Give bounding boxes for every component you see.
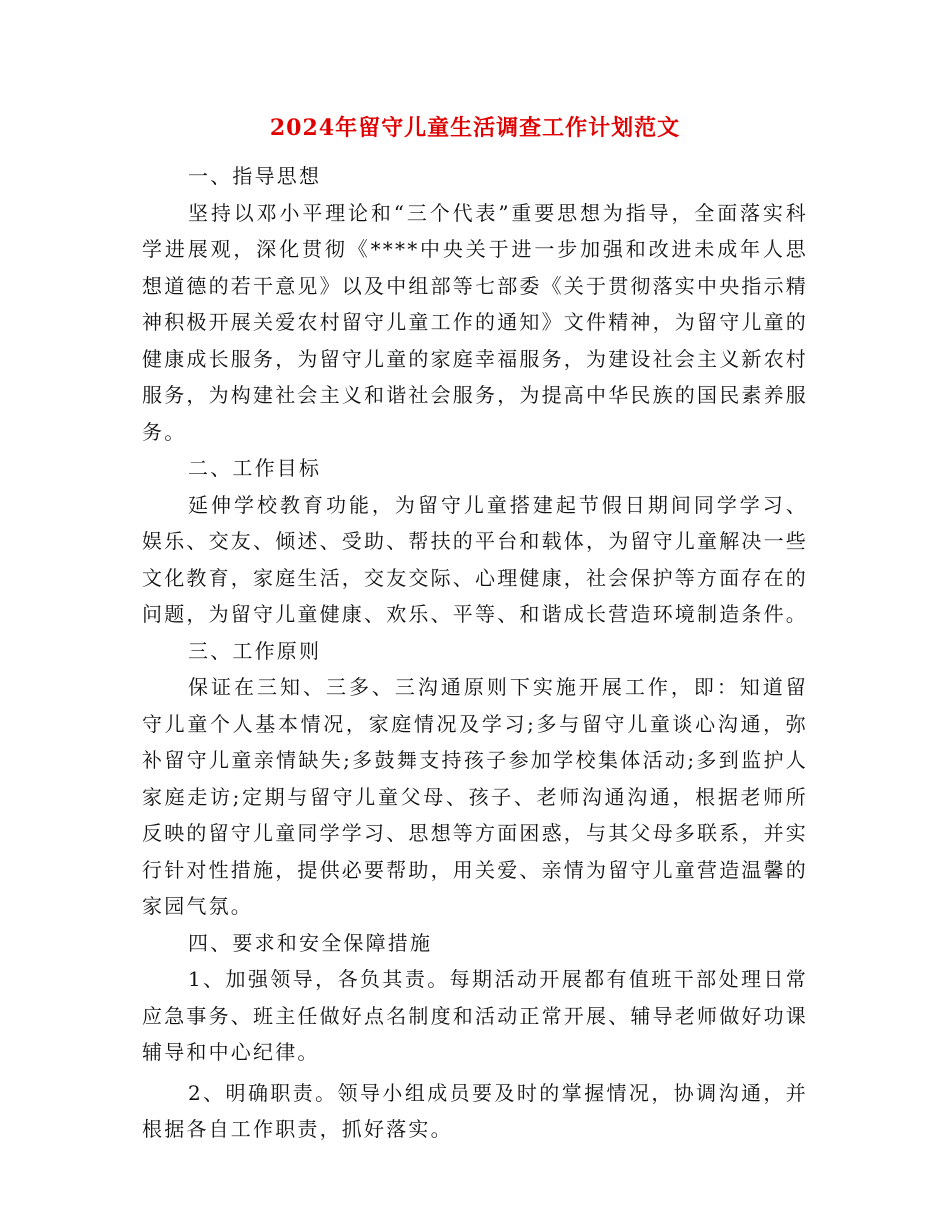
- document-title: 2024年留守儿童生活调查工作计划范文: [269, 115, 681, 141]
- section-heading-guiding-ideology: 一、指导思想: [188, 164, 322, 188]
- paragraph-guiding-ideology: 坚持以邓小平理论和“三个代表”重要思想为指导，全面落实科学进展观，深化贯彻《****中央关于进一步加强和改进未成年人思想道德的若干意见》以及中组部等七部委《关于贯彻落实中央指示精神积极开展关爱农村留守儿童工作的通知》文件精神，为留守儿童的健康成长服务，为留守儿童的家庭幸福服务，为建设社会主义新农村服务，为构建社会主义和谐社会服务，为提高中华民族的国民素养服务。: [142, 200, 808, 444]
- section-heading-requirements: 四、要求和安全保障措施: [188, 930, 433, 955]
- paragraph-work-principles: 保证在三知、三多、三沟通原则下实施开展工作，即：知道留守儿童个人基本情况，家庭情况及学习;多与留守儿童谈心沟通，弥补留守儿童亲情缺失;多鼓舞支持孩子参加学校集体活动;多到监护人家庭走访;定期与留守儿童父母、孩子、老师沟通沟通，根据老师所反映的留守儿童同学学习、思想等方面困惑，与其父母多联系，并实行针对性措施，提供必要帮助，用关爱、亲情为留守儿童营造温馨的家园气氛。: [142, 675, 808, 918]
- section-heading-work-principles: 三、工作原则: [188, 638, 322, 663]
- paragraph-strengthen-leadership: 1、加强领导，各负其责。每期活动开展都有值班干部处理日常应急事务、班主任做好点名制度和活动正常开展、辅导老师做好功课辅导和中心纪律。: [142, 967, 808, 1064]
- paragraph-work-goals: 延伸学校教育功能，为留守儿童搭建起节假日期间同学学习、娱乐、交友、倾述、受助、帮扶的平台和载体，为留守儿童解决一些文化教育，家庭生活，交友交际、心理健康，社会保护等方面存在的问题，为留守儿童健康、欢乐、平等、和谐成长营造环境制造条件。: [142, 492, 808, 626]
- section-heading-work-goals: 二、工作目标: [188, 456, 322, 480]
- paragraph-clarify-duties: 2、明确职责。领导小组成员要及时的掌握情况，协调沟通，并根据各自工作职责，抓好落实。: [142, 1080, 808, 1141]
- document-body: [142, 158, 808, 1148]
